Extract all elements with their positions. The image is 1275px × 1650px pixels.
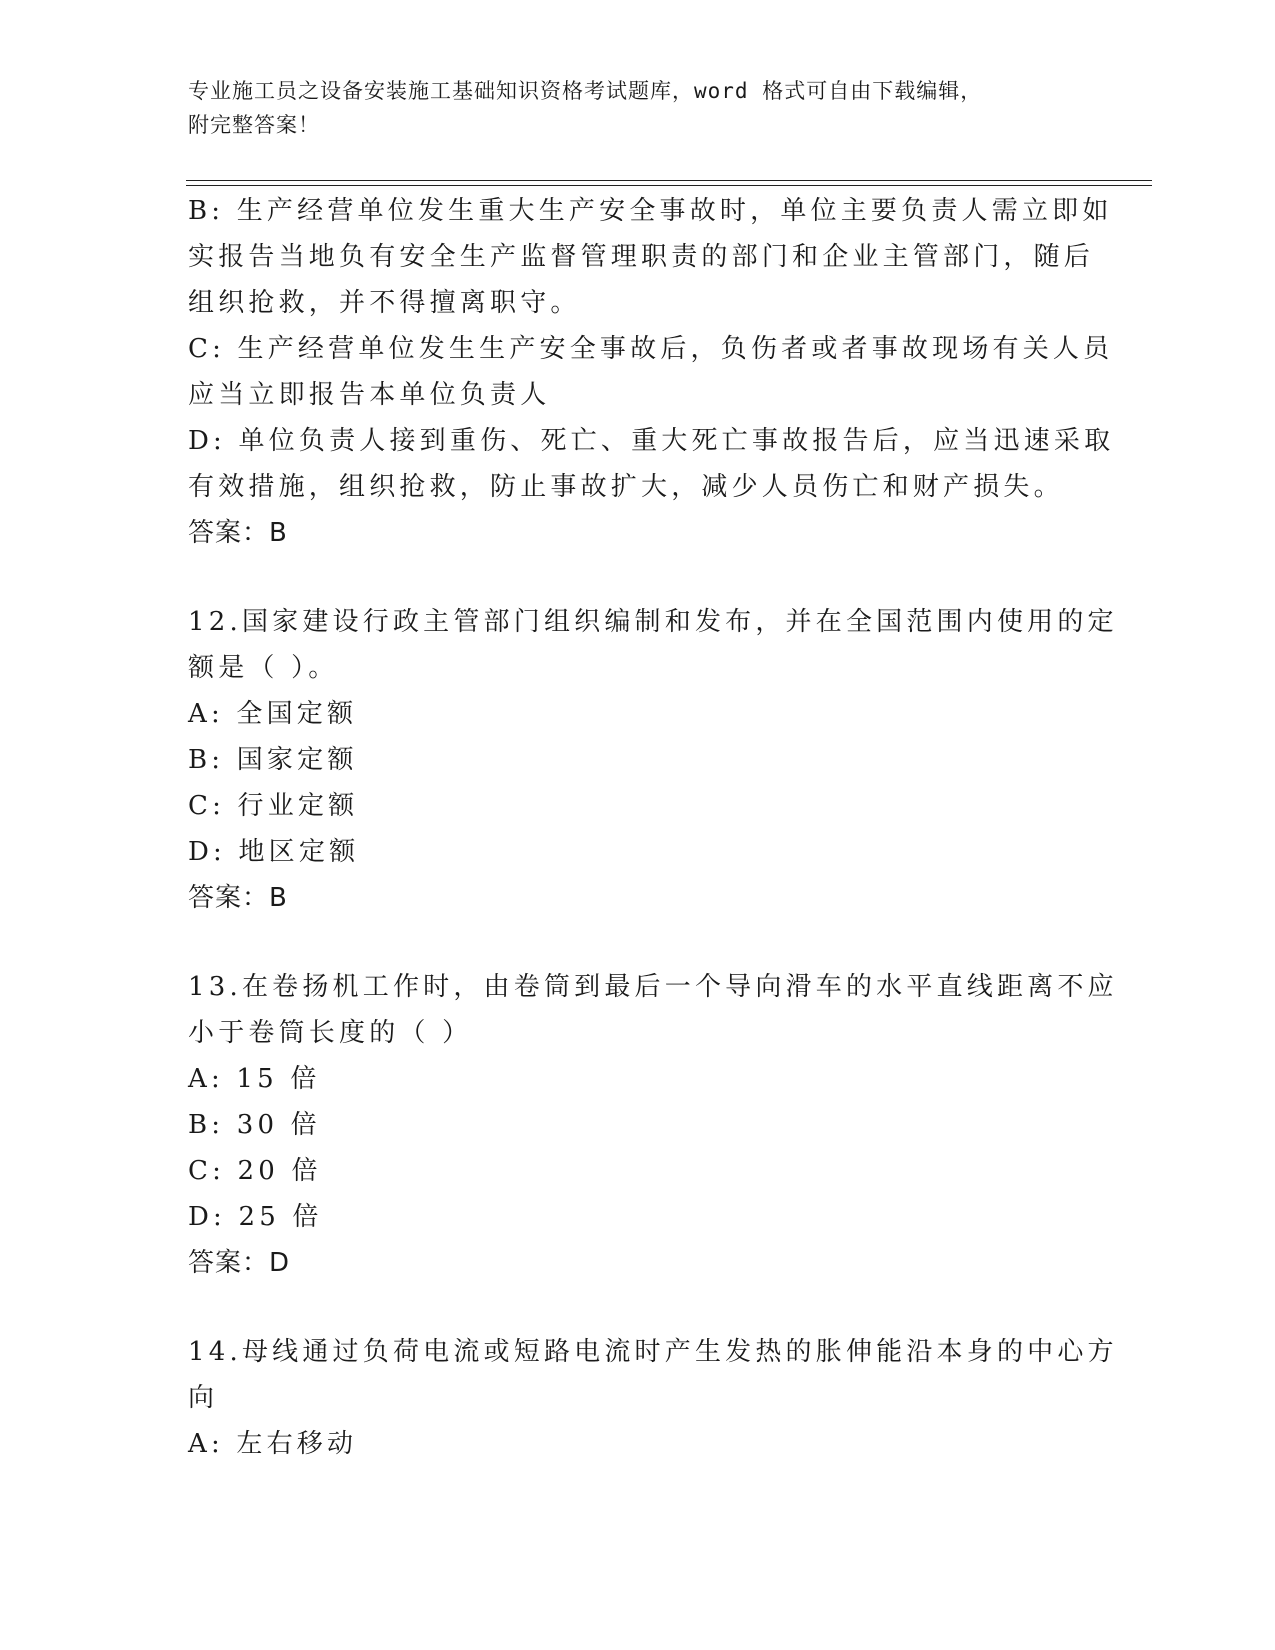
option-b: B: 国家定额 [188, 745, 358, 775]
question-text-line: 13.在卷扬机工作时，由卷筒到最后一个导向滑车的水平直线距离不应 [188, 972, 1118, 1002]
question-text-line: 向 [188, 1383, 219, 1413]
option-c-line: 应当立即报告本单位负责人 [188, 380, 551, 410]
question-13 [188, 964, 1118, 1286]
option-b: B: 30 倍 [188, 1110, 321, 1140]
question-text-line: 14.母线通过负荷电流或短路电流时产生发热的胀伸能沿本身的中心方 [188, 1337, 1118, 1367]
header-line-1: 专业施工员之设备安装施工基础知识资格考试题库，word 格式可自由下载编辑， [188, 79, 983, 103]
question-11 [188, 188, 1115, 556]
header-divider-bottom [186, 185, 1152, 186]
option-c-line: C: 生产经营单位发生生产安全事故后，负伤者或者事故现场有关人员 [188, 334, 1114, 364]
option-d: D: 25 倍 [188, 1202, 323, 1232]
question-list [188, 188, 1118, 1467]
answer-text: 答案：B [188, 883, 288, 913]
question-12 [188, 599, 1118, 921]
option-a: A: 全国定额 [188, 699, 358, 729]
option-d-line: D: 单位负责人接到重伤、死亡、重大死亡事故报告后，应当迅速采取 [188, 426, 1115, 456]
header-divider-top [186, 180, 1152, 181]
question-text-line: 12.国家建设行政主管部门组织编制和发布，并在全国范围内使用的定 [188, 607, 1118, 637]
question-14 [188, 1329, 1118, 1467]
document-header [188, 74, 1088, 142]
option-d-line: 有效措施，组织抢救，防止事故扩大，减少人员伤亡和财产损失。 [188, 472, 1064, 502]
option-c: C: 20 倍 [188, 1156, 322, 1186]
answer-text: 答案：D [188, 1248, 291, 1278]
option-a: A: 15 倍 [188, 1064, 321, 1094]
option-b-line: 组织抢救，并不得擅离职守。 [188, 288, 581, 318]
option-c: C: 行业定额 [188, 791, 359, 821]
header-line-2: 附完整答案！ [188, 113, 320, 137]
option-a: A: 左右移动 [188, 1429, 358, 1459]
option-d: D: 地区定额 [188, 837, 360, 867]
question-text-line: 小于卷筒长度的（ ） [188, 1018, 473, 1048]
option-b-line: 实报告当地负有安全生产监督管理职责的部门和企业主管部门，随后 [188, 242, 1095, 272]
answer-text: 答案：B [188, 518, 288, 548]
question-text-line: 额是（ ）。 [188, 653, 339, 683]
option-b-line: B: 生产经营单位发生重大生产安全事故时，单位主要负责人需立即如 [188, 196, 1113, 226]
